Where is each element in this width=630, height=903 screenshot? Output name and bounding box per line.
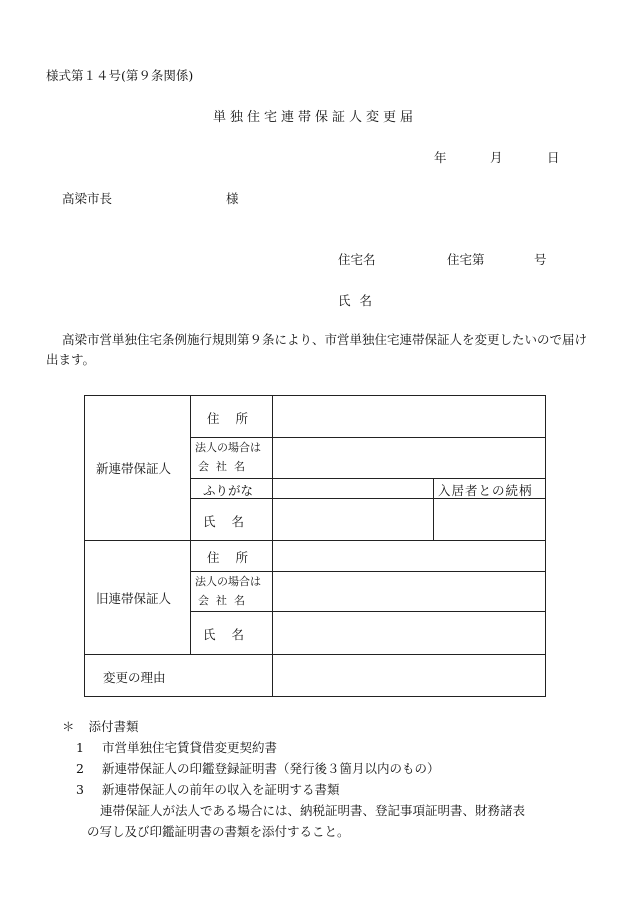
old-name-label: 氏名 [203, 627, 261, 642]
date-day-label: 日 [547, 150, 560, 165]
addressee-honorific: 様 [226, 191, 239, 206]
attachment-item-text: 新連帯保証人の前年の収入を証明する書類 [101, 782, 340, 797]
new-name-label: 氏名 [203, 514, 261, 529]
new-address-field[interactable] [273, 396, 546, 437]
attachments-heading [62, 716, 602, 737]
housing-number-suffix: 号 [534, 252, 547, 267]
attachment-item-text: 新連帯保証人の印鑑登録証明書（発行後３箇月以内のもの） [101, 761, 440, 776]
relation-label: 入居者との続柄 [438, 483, 533, 498]
guarantor-table [84, 395, 546, 697]
change-reason-field[interactable] [273, 655, 546, 696]
attachment-item [62, 737, 602, 758]
new-company-name-field[interactable] [273, 438, 546, 478]
table-divider [190, 396, 191, 654]
new-address-label: 住所 [207, 411, 265, 426]
attachment-note-line1: 連帯保証人が法人である場合には、納税証明書、登記事項証明書、財務諸表 [100, 803, 526, 818]
new-corp-label-line2: 会社名 [198, 460, 252, 473]
attachment-note-line2: の写し及び印鑑証明書の書類を添付すること。 [87, 824, 350, 839]
attachment-item [62, 779, 602, 800]
relation-field[interactable] [434, 499, 546, 540]
old-address-label: 住所 [207, 550, 265, 565]
housing-number-label: 住宅第 [447, 252, 485, 267]
old-address-field[interactable] [273, 541, 546, 571]
new-furigana-label: ふりがな [203, 483, 254, 498]
form-number: 様式第１４号(第９条関係) [46, 68, 194, 83]
old-name-field[interactable] [273, 612, 546, 654]
change-reason-label: 変更の理由 [103, 670, 166, 685]
new-corp-label-line1: 法人の場合は [195, 441, 261, 454]
attachment-item-number: 1 [76, 740, 84, 755]
attachments-mark: ＊ [62, 719, 75, 734]
addressee-name: 高梁市長 [62, 191, 113, 206]
new-furigana-field[interactable] [273, 479, 433, 498]
attachment-item-number: 3 [76, 782, 84, 797]
document-title: 単独住宅連帯保証人変更届 [212, 110, 417, 125]
date-year-label: 年 [434, 150, 447, 165]
old-corp-label-line1: 法人の場合は [195, 575, 261, 588]
attachment-item-text: 市営単独住宅賃貸借変更契約書 [101, 740, 277, 755]
attachment-item [62, 758, 602, 779]
attachments-section [62, 716, 602, 842]
old-guarantor-section-label: 旧連帯保証人 [96, 591, 172, 606]
date-month-label: 月 [490, 150, 503, 165]
attachment-item-number: 2 [76, 761, 84, 776]
body-text: 高梁市営単独住宅条例施行規則第９条により、市営単独住宅連帯保証人を変更したいので届け出ます。 [46, 332, 588, 367]
new-name-field[interactable] [273, 499, 433, 540]
new-guarantor-section-label: 新連帯保証人 [96, 461, 172, 476]
old-company-name-field[interactable] [273, 572, 546, 611]
attachments-heading-text: 添付書類 [88, 719, 139, 734]
applicant-name-label: 氏名 [338, 293, 382, 308]
housing-name-label: 住宅名 [338, 252, 376, 267]
old-corp-label-line2: 会社名 [198, 594, 252, 607]
